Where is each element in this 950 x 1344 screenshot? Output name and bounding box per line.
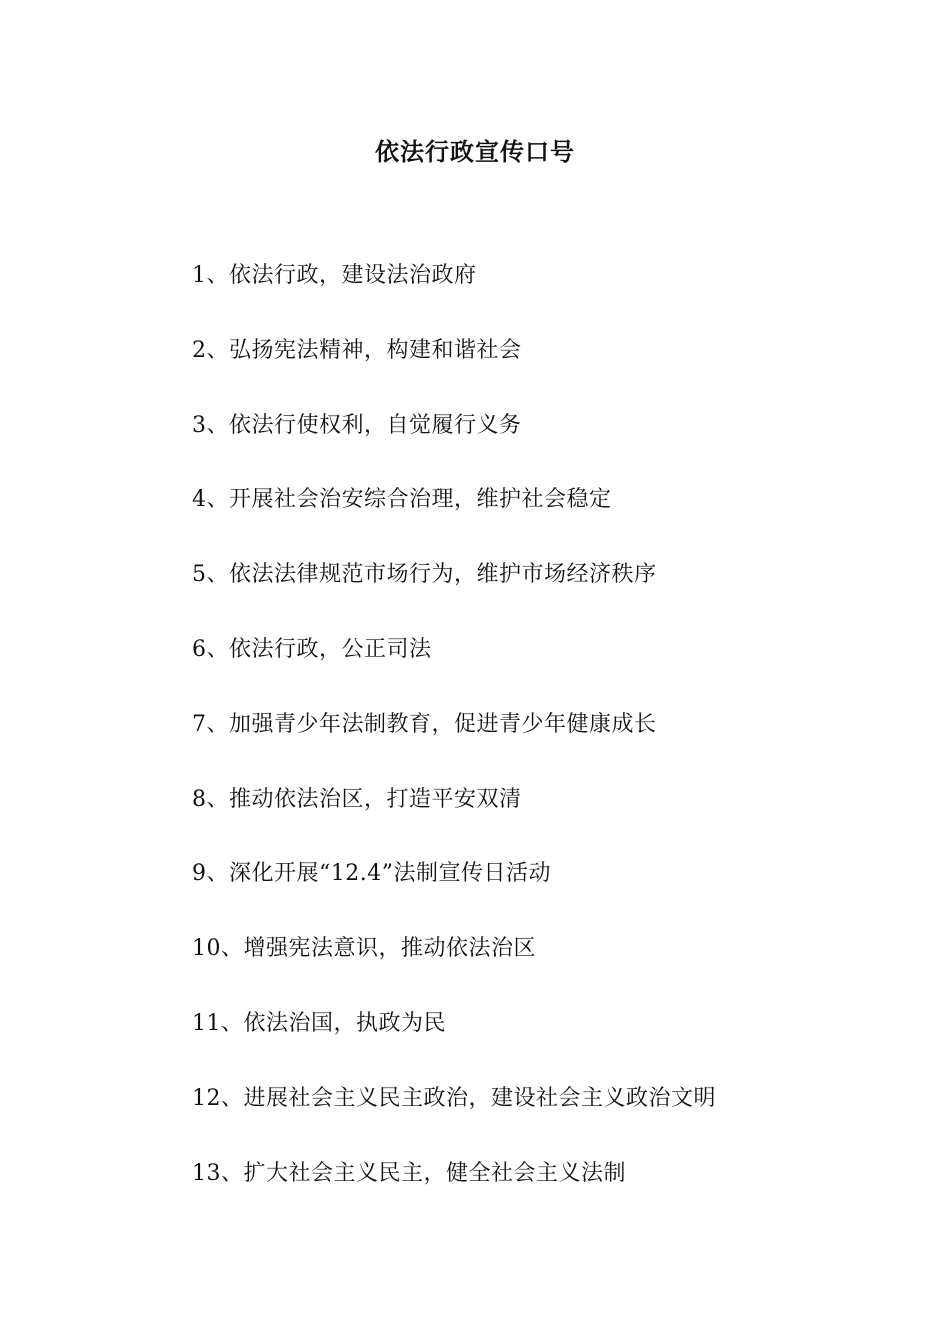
slogan-item: 11、依法治国，执政为民	[192, 1010, 446, 1036]
slogan-item: 5、依法法律规范市场行为，维护市场经济秩序	[192, 562, 657, 588]
slogan-item: 12、进展社会主义民主政治，建设社会主义政治文明	[192, 1085, 716, 1111]
slogan-item: 10、增强宪法意识，推动依法治区	[192, 936, 536, 962]
slogan-item: 8、推动依法治区，打造平安双清	[192, 786, 522, 812]
slogan-item: 9、深化开展“12.4”法制宣传日活动	[192, 861, 551, 887]
document-title: 依法行政宣传口号	[375, 138, 575, 166]
slogan-item: 13、扩大社会主义民主，健全社会主义法制	[192, 1160, 626, 1186]
slogan-item: 1、依法行政，建设法治政府	[192, 263, 477, 288]
slogan-list	[192, 260, 892, 1232]
slogan-item: 2、弘扬宪法精神，构建和谐社会	[192, 337, 522, 363]
slogan-item: 7、加强青少年法制教育，促进青少年健康成长	[192, 711, 657, 737]
slogan-item: 4、开展社会治安综合治理，维护社会稳定	[192, 487, 612, 513]
slogan-item: 3、依法行使权利，自觉履行义务	[192, 412, 522, 438]
slogan-item: 6、依法行政，公正司法	[192, 636, 432, 662]
